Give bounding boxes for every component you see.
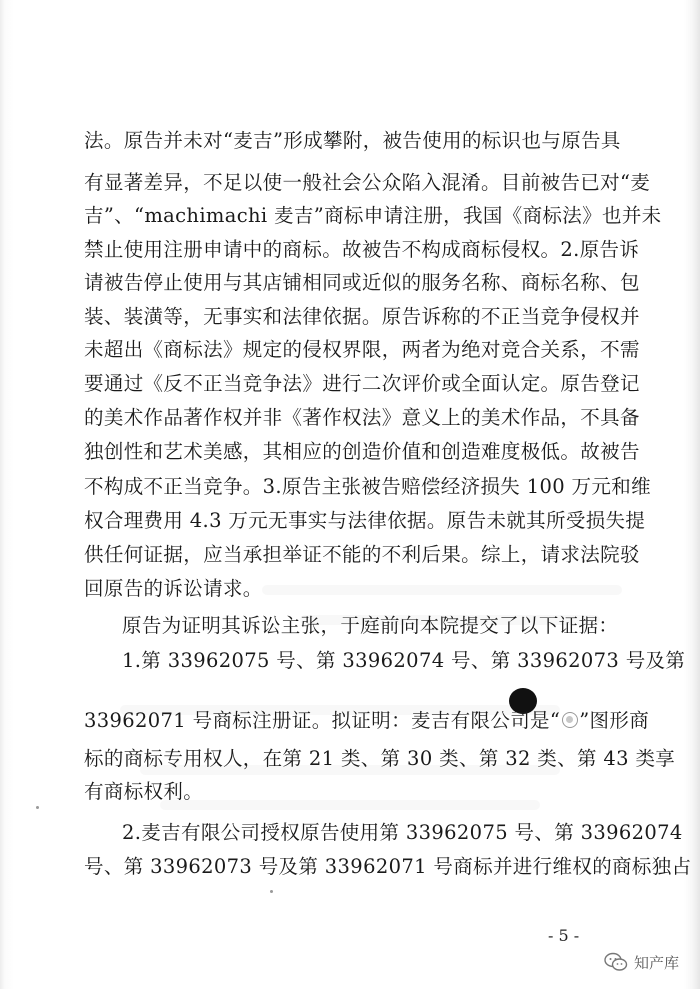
speck [270, 890, 273, 893]
body-line-1: 法。原告并未对“麦吉”形成攀附，被告使用的标识也与原告具 [84, 129, 621, 152]
evidence-1-line-1: 1.第 33962075 号、第 33962074 号、第 33962073 号及第 [122, 649, 686, 672]
wechat-icon [604, 952, 628, 972]
body-line-9: 的美术作品著作权并非《著作权法》意义上的美术作品，不具备 [84, 406, 640, 429]
speck [36, 806, 39, 809]
evidence-1-text-a: 33962071 号商标注册证。拟证明：麦吉有限公司是“ [84, 709, 561, 732]
body-line-4: 禁止使用注册申请中的商标。故被告不构成商标侵权。2.原告诉 [84, 238, 640, 261]
evidence-2-line-1: 2.麦吉有限公司授权原告使用第 33962075 号、第 33962074 [122, 821, 683, 844]
body-line-11: 不构成不正当竞争。3.原告主张被告赔偿经济损失 100 万元和维 [84, 475, 651, 498]
body-line-6: 装、装潢等，无事实和法律依据。原告诉称的不正当竞争侵权并 [84, 305, 640, 328]
evidence-2-line-2: 号、第 33962073 号及第 33962071 号商标并进行维权的商标独占 [84, 855, 692, 878]
body-line-7: 未超出《商标法》规定的侵权界限，两者为绝对竞合关系，不需 [84, 338, 640, 361]
body-line-13: 供任何证据，应当承担举证不能的不利后果。综上，请求法院驳 [84, 543, 640, 566]
body-line-5: 请被告停止使用与其店铺相同或近似的服务名称、商标名称、包 [84, 271, 640, 294]
trademark-logo-icon [562, 712, 578, 728]
watermark-text: 知产库 [634, 953, 680, 972]
evidence-1-text-b: ”图形商 [579, 709, 650, 732]
body-line-8: 要通过《反不正当竞争法》进行二次评价或全面认定。原告登记 [84, 372, 640, 395]
evidence-1-line-3: 标的商标专用权人，在第 21 类、第 30 类、第 32 类、第 43 类享 [84, 747, 676, 770]
watermark [604, 951, 679, 973]
page-number: - 5 - [548, 926, 580, 945]
body-line-10: 独创性和艺术美感，其相应的创造价值和创造难度极低。故被告 [84, 440, 640, 463]
body-line-14: 回原告的诉讼请求。 [84, 577, 263, 600]
body-line-12: 权合理费用 4.3 万元无事实与法律依据。原告未就其所受损失提 [84, 509, 646, 532]
evidence-1-line-2 [84, 708, 650, 734]
evidence-intro: 原告为证明其诉讼主张，于庭前向本院提交了以下证据： [122, 614, 619, 637]
body-line-2: 有显著差异，不足以使一般社会公众陷入混淆。目前被告已对“麦 [84, 171, 651, 194]
body-line-3: 吉”、“machimachi 麦吉”商标申请注册，我国《商标法》也并未 [84, 204, 662, 227]
evidence-1-line-4: 有商标权利。 [84, 780, 204, 803]
